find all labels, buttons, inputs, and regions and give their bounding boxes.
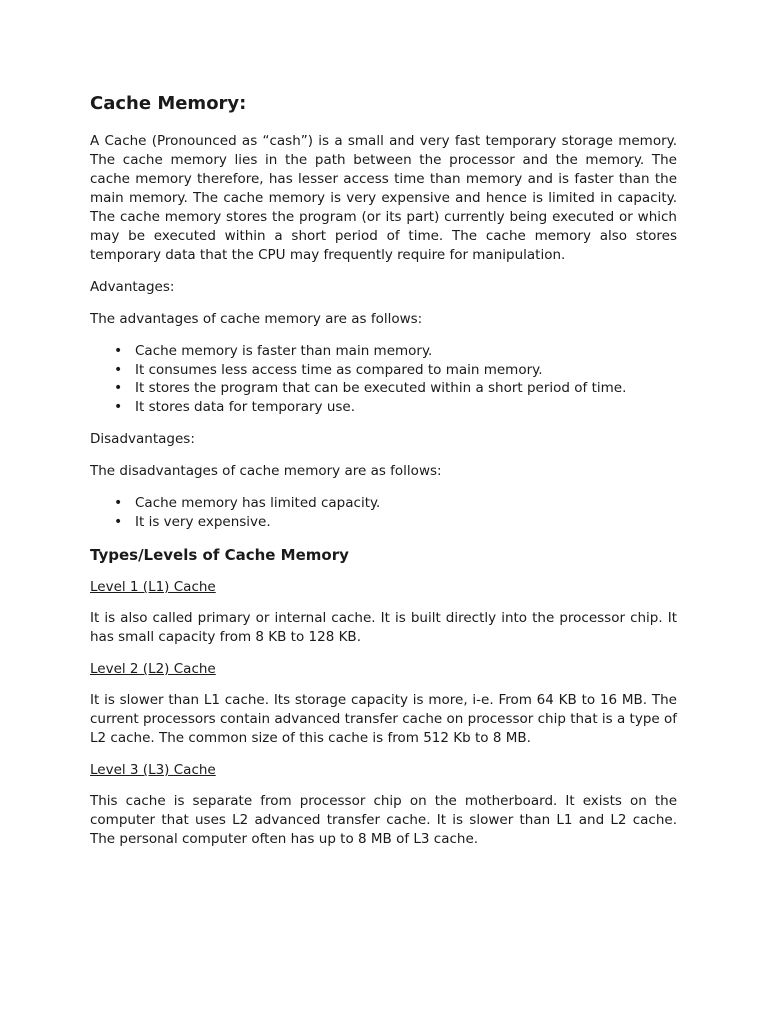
disadvantages-lead: The disadvantages of cache memory are as follows: — [90, 463, 442, 479]
document-page — [90, 92, 677, 862]
types-heading: Types/Levels of Cache Memory — [90, 546, 349, 564]
disadvantages-heading: Disadvantages: — [90, 431, 195, 447]
advantages-list — [90, 342, 677, 416]
list-item: • Cache memory has limited capacity. — [135, 494, 677, 513]
level-2-text: It is slower than L1 cache. Its storage capacity is more, i-e. From 64 KB to 16 MB. The current processors contain advanced transfer cache on processor chip that is a type of L2 cache. The common size of this cache is from 512 Kb to 8 MB. — [90, 692, 678, 746]
level-1-title: Level 1 (L1) Cache — [90, 579, 216, 595]
disadvantages-list — [90, 494, 677, 531]
list-item: • It stores the program that can be executed within a short period of time. — [135, 379, 677, 398]
list-item: • It is very expensive. — [135, 513, 677, 532]
intro-paragraph: A Cache (Pronounced as “cash”) is a small and very fast temporary storage memory. The cache memory lies in the path between the processor and the memory. The cache memory therefore, has lesser access time than memory and is faster than the main memory. The cache memory is very expensive and hence is limited in capacity. The cache memory stores the program (or its part) currently being executed or which may be executed within a short period of time. The cache memory also stores temporary data that the CPU may frequently require for manipulation. — [90, 133, 677, 263]
level-3-text: This cache is separate from processor chip on the motherboard. It exists on the computer that uses L2 advanced transfer cache. It is slower than L1 and L2 cache. The personal computer often has up to 8 MB of L3 cache. — [90, 793, 677, 847]
advantages-lead: The advantages of cache memory are as follows: — [90, 311, 423, 327]
advantages-heading: Advantages: — [90, 279, 175, 295]
level-3-title: Level 3 (L3) Cache — [90, 762, 216, 778]
list-item: • It consumes less access time as compared to main memory. — [135, 361, 677, 380]
list-item: • It stores data for temporary use. — [135, 398, 677, 417]
level-1-text: It is also called primary or internal cache. It is built directly into the processor chip. It has small capacity from 8 KB to 128 KB. — [90, 610, 677, 645]
document-title: Cache Memory: — [90, 93, 247, 114]
list-item: • Cache memory is faster than main memory. — [135, 342, 677, 361]
level-2-title: Level 2 (L2) Cache — [90, 661, 216, 677]
